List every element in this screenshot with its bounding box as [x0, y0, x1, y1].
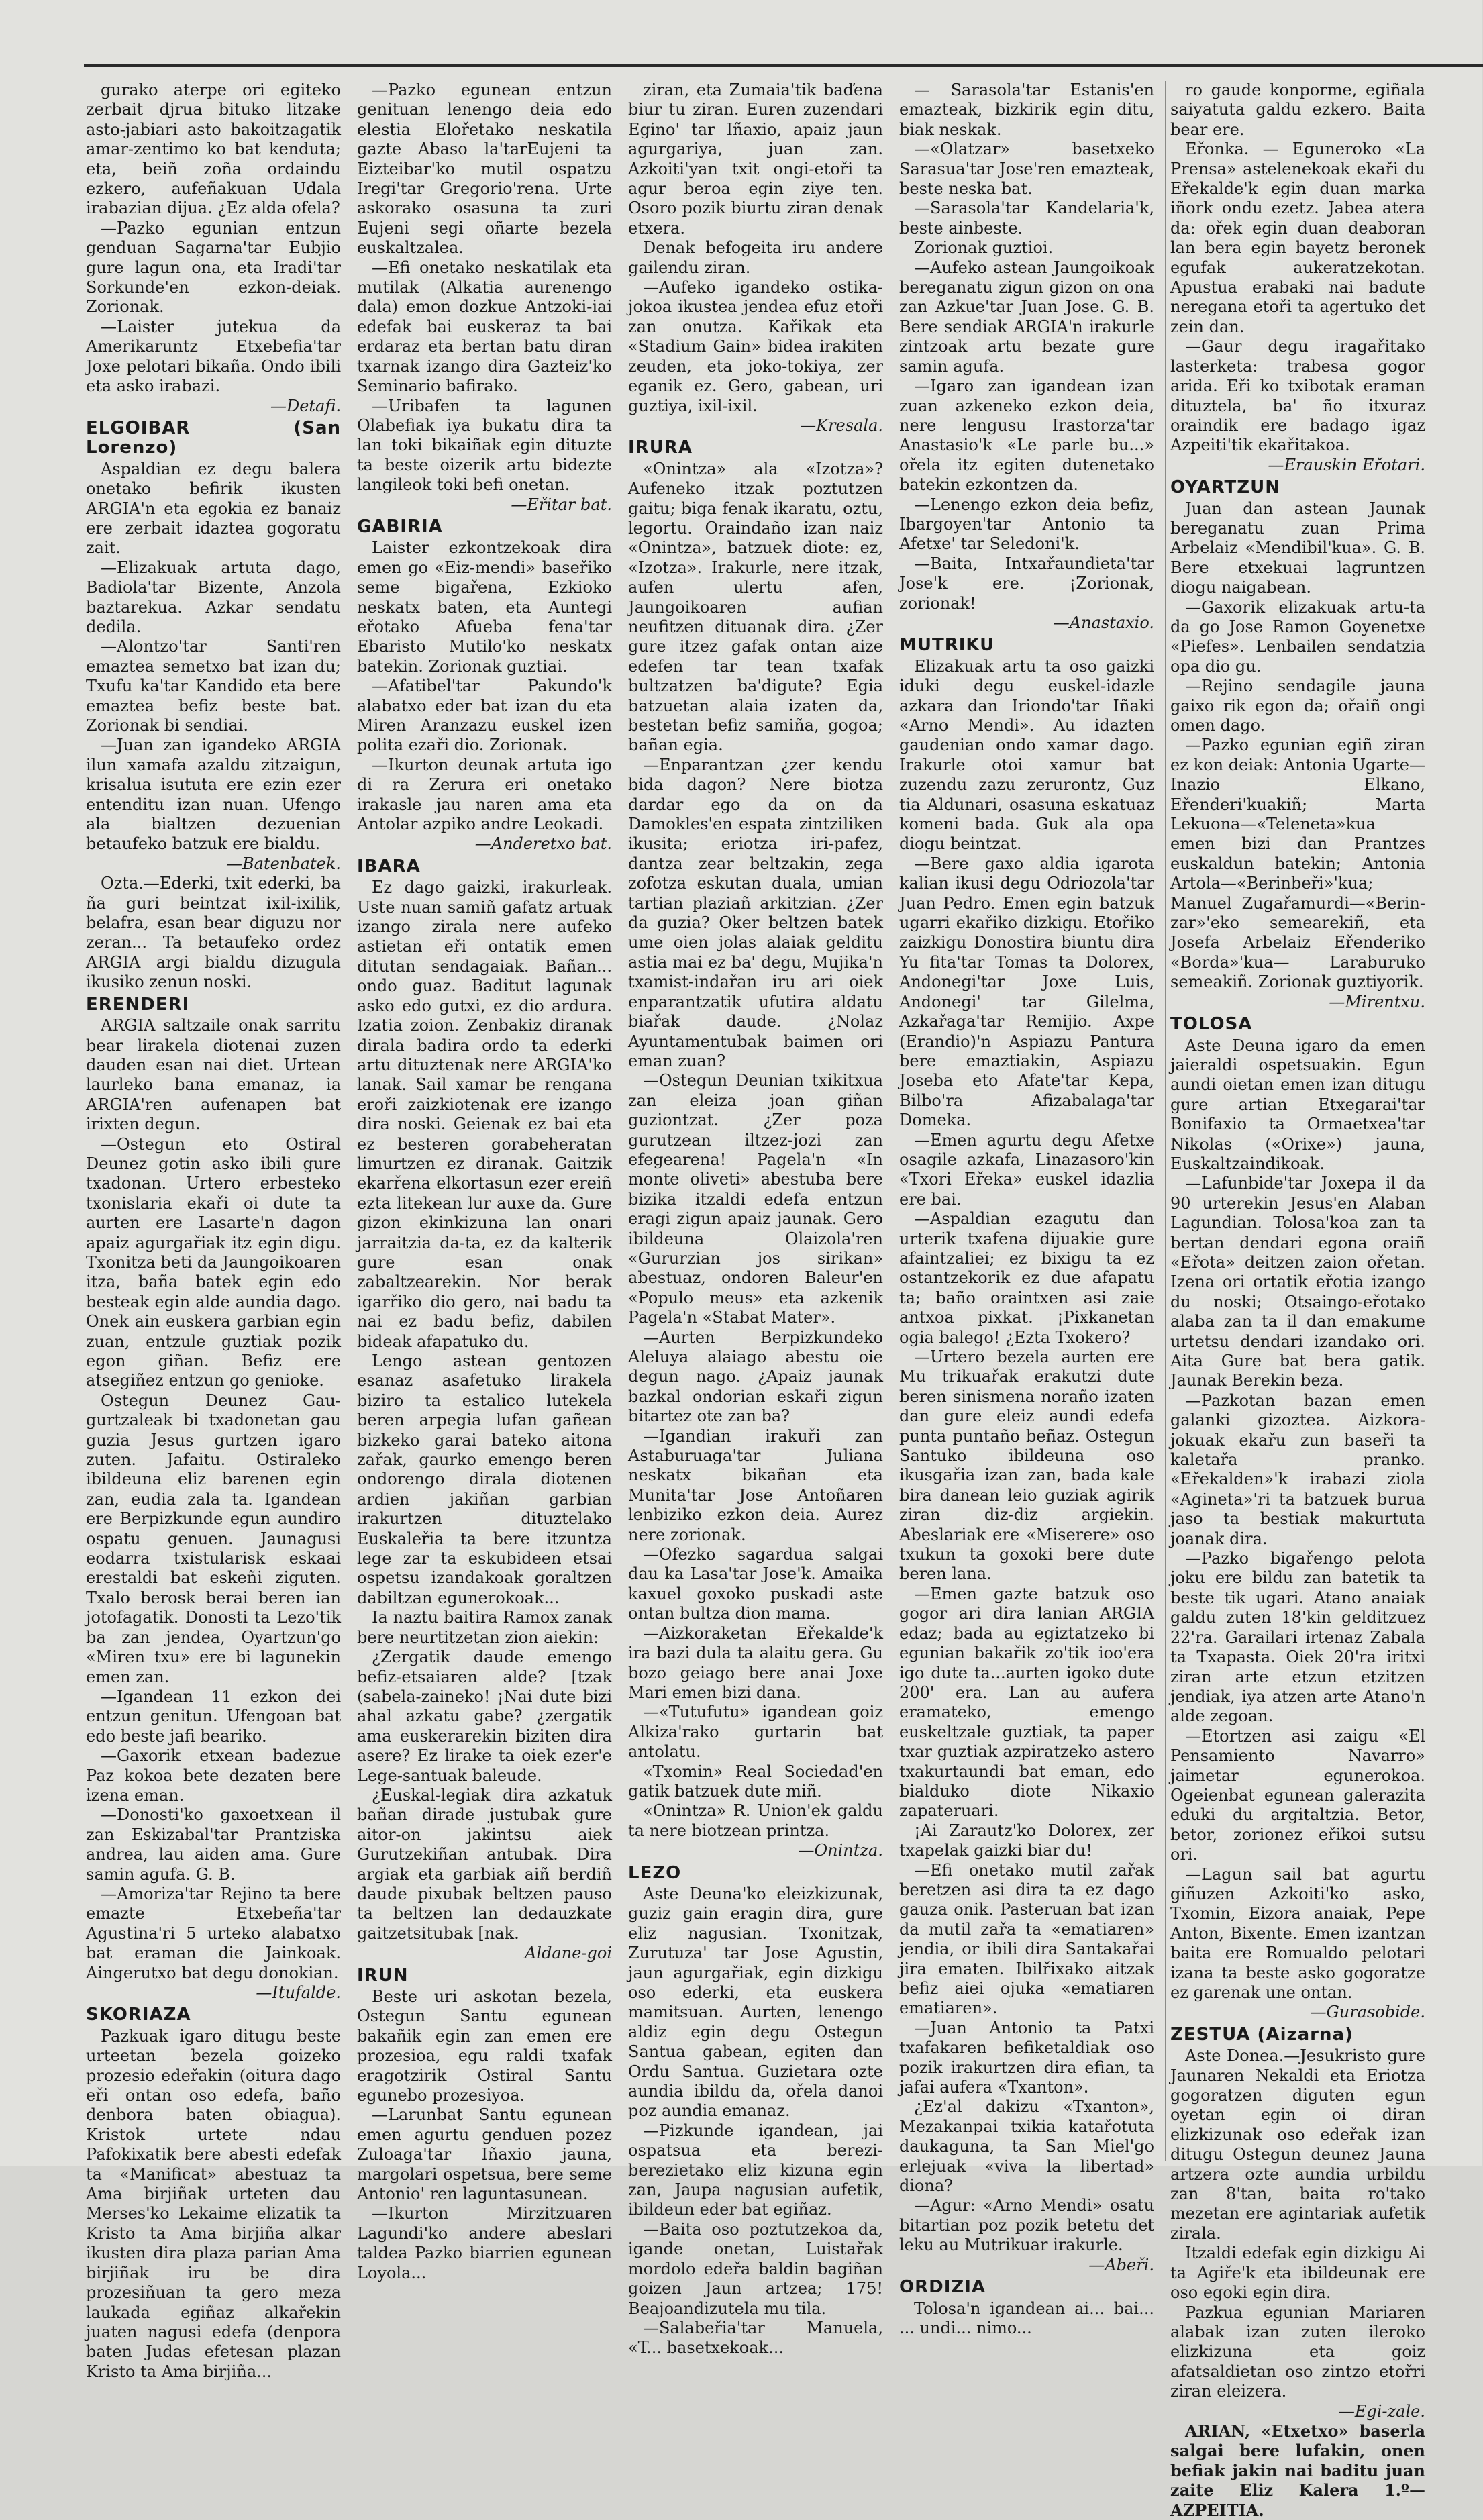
paragraph: —Aurten Berpizkundeko Aleluya alaiago abestu oie degun nago. ¿Apaiz jaunak bazkal ondorian eskaři zigun bitartez ote zan ba?	[628, 1327, 883, 1426]
paragraph: —Etortzen asi zaigu «El Pensamiento Navarro» jaimetar egunerokoa. Ogeienbat egunean galerazita eduki du argitaltzia. Betor, betor, zorionez eřikoi sutsu ori.	[1170, 1726, 1425, 1864]
paragraph: Pazkua egunian Mariaren alabak izan zuten ileroko elizkizuna eta goiz afatsaldietan oso zintzo etořri ziran eleizera.	[1170, 2303, 1425, 2401]
signature: —Kresala.	[800, 415, 883, 435]
paragraph: ziran, eta Zumaia'tik baďena biur tu ziran. Euren zuzendari Egino' tar Iñaxio, apaiz jaun agurgariya, juan zan. Azkoiti'yan txit ongi-etoři ta agur beroa egin ziye ten. Osoro pozik biurtu ziran denak etxera.	[628, 81, 883, 238]
section-heading: GABIRIA	[357, 516, 443, 537]
paragraph: —Gaxorik elizakuak artu-ta da go Jose Ramon Goyenetxe «Piefes». Lenbailen sendatzia opa dio gu.	[1170, 597, 1425, 676]
signature: —Mirentxu.	[1329, 992, 1425, 1011]
paragraph: —Lafunbide'tar Joxepa il da 90 urterekin Jesus'en Alaban Lagundian. Tolosa'koa zan ta bertan dendari egona oraiñ «Eřota» deitzen zaion ořetan. Izena ori ortatik eřotia izango du noski; Otsaingo-eřotako alaba zan ta il dan emakume urtetsu dendari izandako ori. Aita Gure bat bera gatik. Jaunak Berekin beza.	[1170, 1174, 1425, 1391]
header-rule	[84, 64, 1483, 67]
paragraph: —Gaur degu iragařitako lasterketa: trabesa gogor arida. Eři ko txibotak eraman dituztela, ba' ño itxuraz oraindik ere badago igaz Azpeiti'tik ekařitakoa.	[1170, 337, 1425, 455]
paragraph: —Aufeko igandeko ostika-jokoa ikustea jendea efuz etoři zan onutza. Kařikak eta «Stadium Gain» bidea irakiten zeuden, eta joko-tokiya, zer eganik ez. Gero, gabean, uri guztiya, ixil-ixil.	[628, 278, 883, 415]
paragraph: —Ostegun eto Ostiral Deunez gotin asko ibili gure txadonan. Urtero erbesteko txonislaria ekaři oi dute ta aurten ere Lasarte'n dagon apaiz agurgařiak itz egin digu. Txonitza beti da Jaungoikoaren itza, baña batek egin edo besteak egin alde aundia dago. Onek ain euskera garbian egin zuan, entzule guztiak pozik egon giñan. Befiz ere atsegiñez entzun go genioke.	[86, 1134, 341, 1391]
paragraph: —Uribafen ta lagunen Olabefiak iya bukatu dira ta lan toki bikaiñak egin dituzte ta beste oizerik artu bidezte langileok toki befi onetan.	[357, 396, 612, 495]
paragraph: — Sarasola'tar Estanis'en emazteak, bizkirik egin ditu, biak neskak.	[899, 81, 1154, 139]
paragraph: Itzaldi edefak egin dizkigu Ai ta Agiře'k eta ibildeunak ere oso egoki egin dira.	[1170, 2244, 1425, 2303]
paragraph: —Larunbat Santu egunean emen agurtu genduen pozez Zuloaga'tar Iñaxio jauna, margolari ospetsua, bere seme Antonio' ren laguntasunean.	[357, 2105, 612, 2204]
paragraph: —Igandean 11 ezkon dei entzun genitun. Ufengoan bat edo beste jafi beariko.	[86, 1686, 341, 1746]
paragraph: «Txomin» Real Sociedad'en gatik batzuek dute miñ.	[628, 1762, 883, 1801]
section-heading: SKORIAZA	[86, 2005, 191, 2025]
section-heading: ELGOIBAR (San Lorenzo)	[86, 417, 341, 458]
section-heading: OYARTZUN	[1170, 477, 1280, 498]
paragraph: —Pizkunde igandean, jai ospatsua eta berezi-berezietako eliz kizuna egin zan, Jaupa nagusian aufetik, ibildeun eder bat egiñaz.	[628, 2121, 883, 2219]
paragraph: —Afatibel'tar Pakundo'k alabatxo eder bat izan du eta Miren Aranzazu euskel izen polita ezaři dio. Zorionak.	[357, 676, 612, 755]
paragraph: —Emen agurtu degu Afetxe osagile azkafa, Linazasoro'kin «Txori Eřeka» euskel idazlia ere bai.	[899, 1130, 1154, 1209]
paragraph: —Baita, Intxařaundieta'tar Jose'k ere. ¡Zorionak, zorionak!	[899, 554, 1154, 613]
paragraph: Tolosa'n igandean ai... bai... ... undi... nimo...	[899, 2299, 1154, 2337]
paragraph: —Efi onetako neskatilak eta mutilak (Alkatia aurenengo dala) emon dozkue Antzoki-iai edefak bai euskeraz ta bai erdaraz eta bertan batu diran txarnak izango dira Gazteiz'ko Seminario bafirako.	[357, 258, 612, 396]
section-heading: MUTRIKU	[899, 635, 995, 656]
paragraph: —Agur: «Arno Mendi» osatu bitartian poz pozik betetu det leku au Mutrikuar irakurle.	[899, 2196, 1154, 2255]
paragraph: Pazkuak igaro ditugu beste urteetan bezela goizeko prozesio edeřakin (oitura dago eři ontan oso edefa, baño denbora baten obiagua). Kristok urtete ndau Pafokixatik bere abesti edefak ta «Manificat» abestuaz ta Ama birjiñak urteten dau Merses'ko Lekaime elizatik ta Kristo ta Ama birjiña alkar ikusten dira plaza parian Ama birjiñak iru be dira prozesiñuan ta gero meza laukada egiñaz alkařekin juaten nagusi edefa (denpora baten Judas efetesan plazan Kristo ta Ama birjiña...	[86, 2026, 341, 2381]
paragraph: —Lagun sail bat agurtu giñuzen Azkoiti'ko asko, Txomin, Eizora anaiak, Pepe Anton, Bixente. Emen izantzan baita ere Romualdo pelotari izana ta beste asko gogoratze ez garenak une ontan.	[1170, 1864, 1425, 2002]
paragraph: ARGIA saltzaile onak sarritu bear lirakela diotenai zuzen dauden esan nai diet. Urtean laurleko bana emanaz, ia ARGIA'ren aufenapen bat irixten degun.	[86, 1016, 341, 1134]
signature: —Eřitar bat.	[511, 495, 612, 514]
signature: —Detafi.	[270, 396, 341, 415]
paragraph: —Igaro zan igandean izan zuan azkeneko ezkon deia, nere lengusu Irastorza'tar Anastasio'k «Le parle bu...» ořela itz egiten dutenetako batekin ezkontzen da.	[899, 376, 1154, 495]
paragraph: —Ofezko sagardua salgai dau ka Lasa'tar Jose'k. Amaika kaxuel goxoko puskadi aste ontan bultza dion mama.	[628, 1545, 883, 1623]
paragraph: Ozta.—Ederki, txit ederki, ba ña guri beintzat ixil-ixilik, belafra, esan bear diguzu nor zeran... Ta betaufeko ordez ARGIA argi bialdu dizugula ikusiko zenun noski.	[86, 874, 341, 992]
paragraph: —Alontzo'tar Santi'ren emaztea semetxo bat izan du; Txufu ka'tar Kandido eta bere emaztea befiz beste bat. Zorionak bi sendiai.	[86, 637, 341, 735]
paragraph: Laister ezkontzekoak dira emen go «Eiz-mendi» baseřiko seme bigařena, Ezkioko neskatx baten, eta Auntegi eřotako Afueba fena'tar Ebaristo Mutilo'ko neskatx batekin. Zorionak guztiai.	[357, 538, 612, 676]
paragraph: —Pazko bigařengo pelota joku ere bildu zan batetik ta beste tik ugari. Atano anaiak galdu zuten 18'kin gelditzuez 22'ra. Garailari irtenaz Zabala ta Txapasta. Oiek 20'ra iritxi ziran arte etzun etzitzen jendiak, iya atzen arte Atano'n alde zegoan.	[1170, 1549, 1425, 1726]
paragraph: —Ikurton Mirzitzuaren Lagundi'ko andere abeslari taldea Pazko biarrien egunean Loyola...	[357, 2204, 612, 2282]
paragraph: —Urtero bezela aurten ere Mu trikuařak erakutzi dute beren sinismena noraño izaten dan gure eleiz aundi edefa punta puntaño beñaz. Ostegun Santuko ibildeuna oso ikusgařia izan zan, bada kale bira danean leio guziak agirik ziran diz-diz argiekin. Abeslariak ere «Miserere» oso txukun ta goxoki bere dute beren lana.	[899, 1348, 1154, 1584]
paragraph: Aste Deuna'ko eleizkizunak, guziz gain eragin dira, gure eliz nagusian. Txonitzak, Zurutuza' tar Jose Agustin, jaun agurgařiak, egin dizkigu oso ederki, eta euskera mamitsuan. Aurten, lenengo aldiz egin degu Ostegun Santua gabean, egiten dan Ordu Santua. Guzietara ozte aundia ibildu da, ořela danoi poz aundia emanaz.	[628, 1884, 883, 2121]
section-heading: LEZO	[628, 1862, 682, 1883]
paragraph: —Efi onetako mutil zařak beretzen asi dira ta ez dago gauza onik. Pasteruan bat izan da mutil zařa ta «ematiaren» jendia, or ibili dira Santakařai jira ematen. Ibilřixako aitzak befiz aiei ojuka «ematiaren ematiaren».	[899, 1860, 1154, 2018]
paragraph: —Pazkotan bazan emen galanki gizoztea. Aizkora-jokuak ekařu zun baseři ta kaletařa pranko. «Eřekalden»'k irabazi ziola «Agineta»'ri ta batzuek burua jaso ta bestiak makurtuta joanak dira.	[1170, 1391, 1425, 1548]
paragraph: gurako aterpe ori egiteko zerbait djrua bituko litzake asto-jabiari asto bakoitzagatik amar-zentimo ko bat kenduta; eta, beiñ zoña ordaindu ezkero, aufeñakuan Udala irabazian dijua. ¿Ez alda ofela?	[86, 81, 341, 218]
paragraph: Elizakuak artu ta oso gaizki iduki degu euskel-idazle azkara dan Iriondo'tar Iñaki «Arno Mendi». Au idazten gaudenian ondo xamar dago. Irakurle otoi xamur bat zuzendu zazu zerurontz, Guz tia Aldunari, osasuna eskatuaz komeni bada. Guk ala opa diogu beintzat.	[899, 656, 1154, 854]
paragraph: —Ostegun Deunian txikitxua zan eleiza joan giñan guziontzat. ¿Zer poza gurutzean iltzez-jozi zan efegearena! Pagela'n «In monte oliveti» abestuba bere bizika itzaldi edefa entzun eragi zigun apaiz jaunak. Gero ibildeuna Olaizola'ren «Gururzian jos sirikan» abestuaz, ondoren Baleur'en «Populo meus» eta azkenik Pagela'n «Stabat Mater».	[628, 1071, 883, 1327]
section-heading: TOLOSA	[1170, 1014, 1253, 1035]
paragraph: —Aspaldian ezagutu dan urterik txafena dijuakie gure afaintzaliei; ez bixigu ta ez ostantzekorik ez due afapatu ta; baño oraintxen asi zaie antxoa pixkat. ¡Pixkanetan ogia balego! ¿Ezta Txokero?	[899, 1209, 1154, 1347]
column-3	[628, 81, 883, 2358]
paragraph: —Igandian irakuři zan Astaburuaga'tar Juliana neskatx bikañan eta Munita'tar Jose Antoñaren lenbiziko ezkon deia. Aurez nere zorionak.	[628, 1426, 883, 1544]
paragraph: Aspaldian ez degu balera onetako befirik ikusten ARGIA'n eta egokia ez banaiz ere zerbait idaztea gogoratu zait.	[86, 459, 341, 558]
paragraph: Ostegun Deunez Gau-gurtzaleak bi txadonetan gau guzia Jesus gurtzen igaro zuten. Jafaitu. Ostiraleko ibildeuna eliz barenen egin zan, eudia zala ta. Igandean ere Berpizkunde egun aundiro ospatu genuen. Jaunagusi eodarra txistularisk eskaai erestaldi bat eskeñi ziguten. Txalo berosk berai beren ian jotofagatik. Donosti ta Lezo'tik ba zan jendea, Oyartzun'go «Miren txu» ere bi lagunekin emen zan.	[86, 1391, 341, 1686]
paragraph: Eřonka. — Eguneroko «La Prensa» astelenekoak ekaři du Eřekalde'k egin duan marka iñork ondu ezetz. Jabea atera da: ořek egin duan deaboran lan bera egin bayetz beronek egufak aukeratzekotan. Apustua erabaki nai badute neregana etoři ta agertuko det zein dan.	[1170, 140, 1425, 336]
paragraph: Lengo astean gentozen esanaz asafetuko lirakela biziro ta estalico lutekela beren arpegia lufan gañean bizkeko garai bateko aitona zařak, gaurko emengo beren ondorengo dirala diotenen ardien jakiñan garbian irakurtzen dituztelako Euskaleřia ta bere itzuntza lege zar ta eskubideen etsai ospetsu izandakoak goraltzen dabiltzan egunerokoak...	[357, 1352, 612, 1607]
paragraph: —Pazko egunian entzun genduan Sagarna'tar Eubjio gure lagun ona, eta Iradi'tar Sorkunde'en ezkon-deiak. Zorionak.	[86, 218, 341, 317]
paragraph: ro gaude konporme, egiñala saiyatuta galdu ezkero. Baita bear ere.	[1170, 81, 1425, 139]
signature: —Anderetxo bat.	[474, 834, 612, 854]
paragraph: —Emen gazte batzuk oso gogor ari dira lanian ARGIA edaz; bada au egiztatzeko bi egunian bakařik zo'tik ioo'era igo dute ta...aurten igoko dute 200' era. Lan au aufera eramateko, emengo euskeltzale guztiak, ta paper txar guztiak azpiratzeko astero txakurtaundi bat eman, edo bialduko diote Nikaxio zapateruari.	[899, 1584, 1154, 1821]
signature: —Gurasobide.	[1310, 2003, 1425, 2022]
paragraph: —Baita oso poztutzekoa da, igande onetan, Luistařak mordolo edeřa baldin bagiñan goizen Jaun artzea; 175! Beajoandizutela mu tila.	[628, 2219, 883, 2318]
paragraph: —«Tutufutu» igandean goiz Alkiza'rako gurtarin bat antolatu.	[628, 1703, 883, 1762]
signature: —Anastaxio.	[1053, 613, 1154, 632]
paragraph: —Aufeko astean Jaungoikoak bereganatu zigun gizon on ona zan Azkue'tar Juan Jose. G. B. Bere sendiak ARGIA'n irakurle zintzoak artu bezate gure samin agufa.	[899, 258, 1154, 376]
paragraph: —Juan zan igandeko ARGIA ilun xamafa azaldu zitzaigun, krisalua isututa ere ezin ezer entenditu izan nuan. Ufengo ala bialtzen dezuenian betaufeko batzuk ere bialdu.	[86, 736, 341, 854]
column-5	[1170, 81, 1425, 2520]
paragraph: Aste Donea.—Jesukristo gure Jaunaren Nekaldi eta Eriotza gogoratzen diguten egun oyetan egin oi diran elizkizunak oso edeřak izan ditugu Ostegun deunez Jauna artzera ozte aundia urbildu zan 8'tan, baita ro'tako mezetan ere agintariak aufetik zirala.	[1170, 2046, 1425, 2243]
section-heading: IRURA	[628, 438, 693, 458]
signature: —Egi-zale.	[1338, 2401, 1425, 2421]
paragraph: «Onintza» R. Union'ek galdu ta nere biotzean printza.	[628, 1801, 883, 1840]
paragraph: —Rejino sendagile jauna gaixo rik egon da; ořaiñ ongi omen dago.	[1170, 676, 1425, 735]
paragraph: —«Olatzar» basetxeko Sarasua'tar Jose'ren emazteak, beste neska bat.	[899, 140, 1154, 199]
section-heading: ZESTUA (Aizarna)	[1170, 2024, 1353, 2045]
paragraph: —Gaxorik etxean badezue Paz kokoa bete dezaten bere izena eman.	[86, 1746, 341, 1805]
paragraph: —Aizkoraketan Eřekalde'k ira bazi dula ta alaitu gera. Gu bozo geiago bere anai Joxe Mari emen bizi dana.	[628, 1623, 883, 1702]
paragraph: ¿Ez'al dakizu «Txanton», Mezakanpai txikia katařotuta daukaguna, ta San Miel'go erlejuak «viva la libertad» diona?	[899, 2097, 1154, 2196]
paragraph: —Lenengo ezkon deia befiz, Ibargoyen'tar Antonio ta Afetxe' tar Seledoni'k.	[899, 495, 1154, 554]
paragraph: «Onintza» ala «Izotza»? Aufeneko itzak poztutzen gaitu; biga fenak ikaratu, oztu, legortu. Oraindaño izan naiz «Onintza», batzuek diote: ez, «Izotza». Irakurle, nere itzak, aufen ulertu afen, Jaungoikoaren aufian neufitzen dituanak dira. ¿Zer gure itzez gafak ontan aize edefen tar tean txafak bultzatzen ba'digute? Egia batzuetan alaia izaten da, bestetan befiz samiña, gogoa; bañan egia.	[628, 459, 883, 755]
paragraph: —Donosti'ko gaxoetxean il zan Eskizabal'tar Prantziska andrea, lau aiden ama. Gure samin agufa. G. B.	[86, 1805, 341, 1884]
paragraph: —Pazko egunean entzun genituan lenengo deia edo elestia Elořetako neskatila gazte Abaso la'tarEujeni ta Eizteibar'ko mutil ospatzu Iregi'tar Gregorio'rena. Urte askorako osasuna ta zuri Eujeni segi oñarte bezela euskaltzalea.	[357, 81, 612, 258]
column-2	[357, 81, 612, 2282]
signature: —Abeři.	[1088, 2255, 1154, 2274]
paragraph: —Amoriza'tar Rejino ta bere emazte Etxebeña'tar Agustina'ri 5 urteko alabatxo bat eraman die Jainkoak. Aingerutxo bat degu donokian.	[86, 1884, 341, 1982]
paragraph: Zorionak guztioi.	[914, 238, 1054, 258]
signature: —Onintza.	[798, 1841, 883, 1860]
section-heading: IBARA	[357, 856, 421, 876]
classified-notice: ARIAN, «Etxetxo» baserla salgai bere lufakin, onen befiak jakin nai baditu juan zaite Eliz Kalera 1.º— AZPEITIA.	[1170, 2421, 1425, 2520]
paragraph: Ez dago gaizki, irakurleak. Uste nuan samiñ gafatz artuak izango zirala nere aufeko astietan eři ontatik emen ditutan sendagaiak. Bañan... ondo guaz. Baditut lagunak asko edo gutxi, ez dio ardura. Izatia zoion. Zenbakiz diranak dirala badira ordo ta ederki artu dituztenak nere ARGIA'ko lanak. Sail xamar be rengana eroři zaizkiotenak ere izango dira noski. Geienak ez bai eta ez besteren gorabeheratan limurtzen ez diranak. Gaitzik ekarřena elkortasun ezer ereiñ ezta litekean lur auxe da. Gure gizon ekinkizuna lan onari jarraitzia da-ta, ez da kalterik gure esan onak zabaltzearekin. Nor berak igarřiko dio gero, nai badu ta nai ez badu befiz, dabilen bideak afapatuko du.	[357, 878, 612, 1351]
paragraph: —Bere gaxo aldia igarota kalian ikusi degu Odriozola'tar Juan Pedro. Emen egin batzuk ugarri ekařiko dizkigu. Etořiko zaizkigu Donostira biuntu dira Yu fita'tar Tomas ta Dolorex, Andonegi'tar Joxe Luis, Andonegi' tar Gilelma, Azkařaga'tar Remijio. Axpe (Erandio)'n Aspiazu Pantura bere emaztiakin, Aspiazu Joseba eto Afate'tar Kepa, Bilbo'ra Afizabalaga'tar Domeka.	[899, 854, 1154, 1130]
paragraph: Denak befogeita iru andere gailendu ziran.	[628, 238, 883, 277]
paragraph: —Elizakuak artuta dago, Badiola'tar Bizente, Anzola baztarekua. Azkar sendatu dedila.	[86, 558, 341, 636]
section-heading: ORDIZIA	[899, 2277, 986, 2298]
paragraph: Ia naztu baitira Ramox zanak bere neurtitzetan zion aiekin:	[357, 1608, 612, 1647]
section-heading: ERENDERI	[86, 994, 190, 1015]
paragraph: Beste uri askotan bezela, Ostegun Santu egunean bakañik egin zan emen ere prozesioa, egu raldi txafak eragotzirik Ostiral Santu egunebo prozesiyoa.	[357, 1987, 612, 2105]
column-divider	[1165, 81, 1166, 2161]
section-heading: IRUN	[357, 1965, 409, 1986]
paragraph: ¿Euskal-legiak dira azkatuk bañan dirade justubak gure aitor-on jakintsu aiek Gurutzekiñan antubak. Dira argiak eta garbiak aiñ berdiñ daude pixubak beltzen pauso ta beltzen lan dedauzkate gaitzetsitubak [nak.	[357, 1785, 612, 1943]
column-4	[899, 81, 1154, 2337]
paragraph: —Sarasola'tar Kandelaria'k, beste ainbeste.	[899, 199, 1154, 238]
paragraph: ¡Ai Zarautz'ko Dolorex, zer txapelak gaizki biar du!	[899, 1821, 1154, 1860]
paragraph: ¿Zergatik daude emengo befiz-etsaiaren alde? [tzak (sabela-zaineko! ¡Nai dute bizi ahal azkatu gabe? ¿zergatik ama euskerarekin biziten dira asere? Ez lirake ta oiek ezer'e Lege-santuak baleude.	[357, 1648, 612, 1785]
column-1	[86, 81, 341, 2381]
paragraph: —Laister jutekua da Amerikaruntz Etxebefia'tar Joxe pelotari bikaña. Ondo ibili eta asko irabazi.	[86, 317, 341, 396]
paragraph: —Ikurton deunak artuta igo di ra Zerura eri onetako irakasle jau naren ama eta Antolar azpiko andre Leokadi.	[357, 755, 612, 834]
paragraph: —Enparantzan ¿zer kendu bida dagon? Nere biotza dardar ego da on da Damokles'en espata zintziliken ikusita; eriotza iri-pafez, dantza zear beltzakin, zega zofotza eskutan duala, umian tartian plaziañ arkitzian. ¿Zer da guzia? Oker beltzen batek ume oien jolas alaiak gelditu astia mai ez ba' degu, Mujika'n txamist-indařan iru ari oiek enparantzatik ufutira aldatu biařak daude. ¿Nolaz Ayuntamentubak baimen ori eman zuan?	[628, 755, 883, 1070]
signature: —Batenbatek.	[226, 854, 341, 873]
paragraph: —Salabeřia'tar Manuela, «T... basetxekoak...	[628, 2318, 883, 2358]
signature: Aldane-goi	[525, 1944, 612, 1963]
paragraph: Aste Deuna igaro da emen jaieraldi ospetsuakin. Egun aundi oietan emen izan ditugu gure artian Etxegarai'tar Bonifaxio ta Ormaetxea'tar Nikolas («Orixe») jauna, Euskaltzaindikoak.	[1170, 1036, 1425, 1173]
paragraph: —Juan Antonio ta Patxi txafakaren befiketaldiak oso pozik irakurtzen dira efian, ta jafai aufera «Txanton».	[899, 2018, 1154, 2097]
signature: —Erauskin Eřotari.	[1268, 455, 1425, 474]
paragraph: —Pazko egunian egiñ ziran ez kon deiak: Antonia Ugarte— Inazio Elkano, Eřenderi'kuakiñ; Marta Lekuona—«Teleneta»kua emen bizi dan Prantzes euskaldun batekin; Antonia Artola—«Berinbeři»'kua; Manuel Zugařamurdi—«Berin-zar»'eko semearekiñ, eta Josefa Arbelaiz Eřenderiko «Borda»'kua— Laraburuko semeakiñ. Zorionak guztiyorik.	[1170, 736, 1425, 992]
signature: —Itufalde.	[256, 1983, 341, 2002]
paragraph: Juan dan astean Jaunak bereganatu zuan Prima Arbelaiz «Mendibil'kua». G. B. Bere etxekuai lagruntzen diogu naigabean.	[1170, 499, 1425, 597]
